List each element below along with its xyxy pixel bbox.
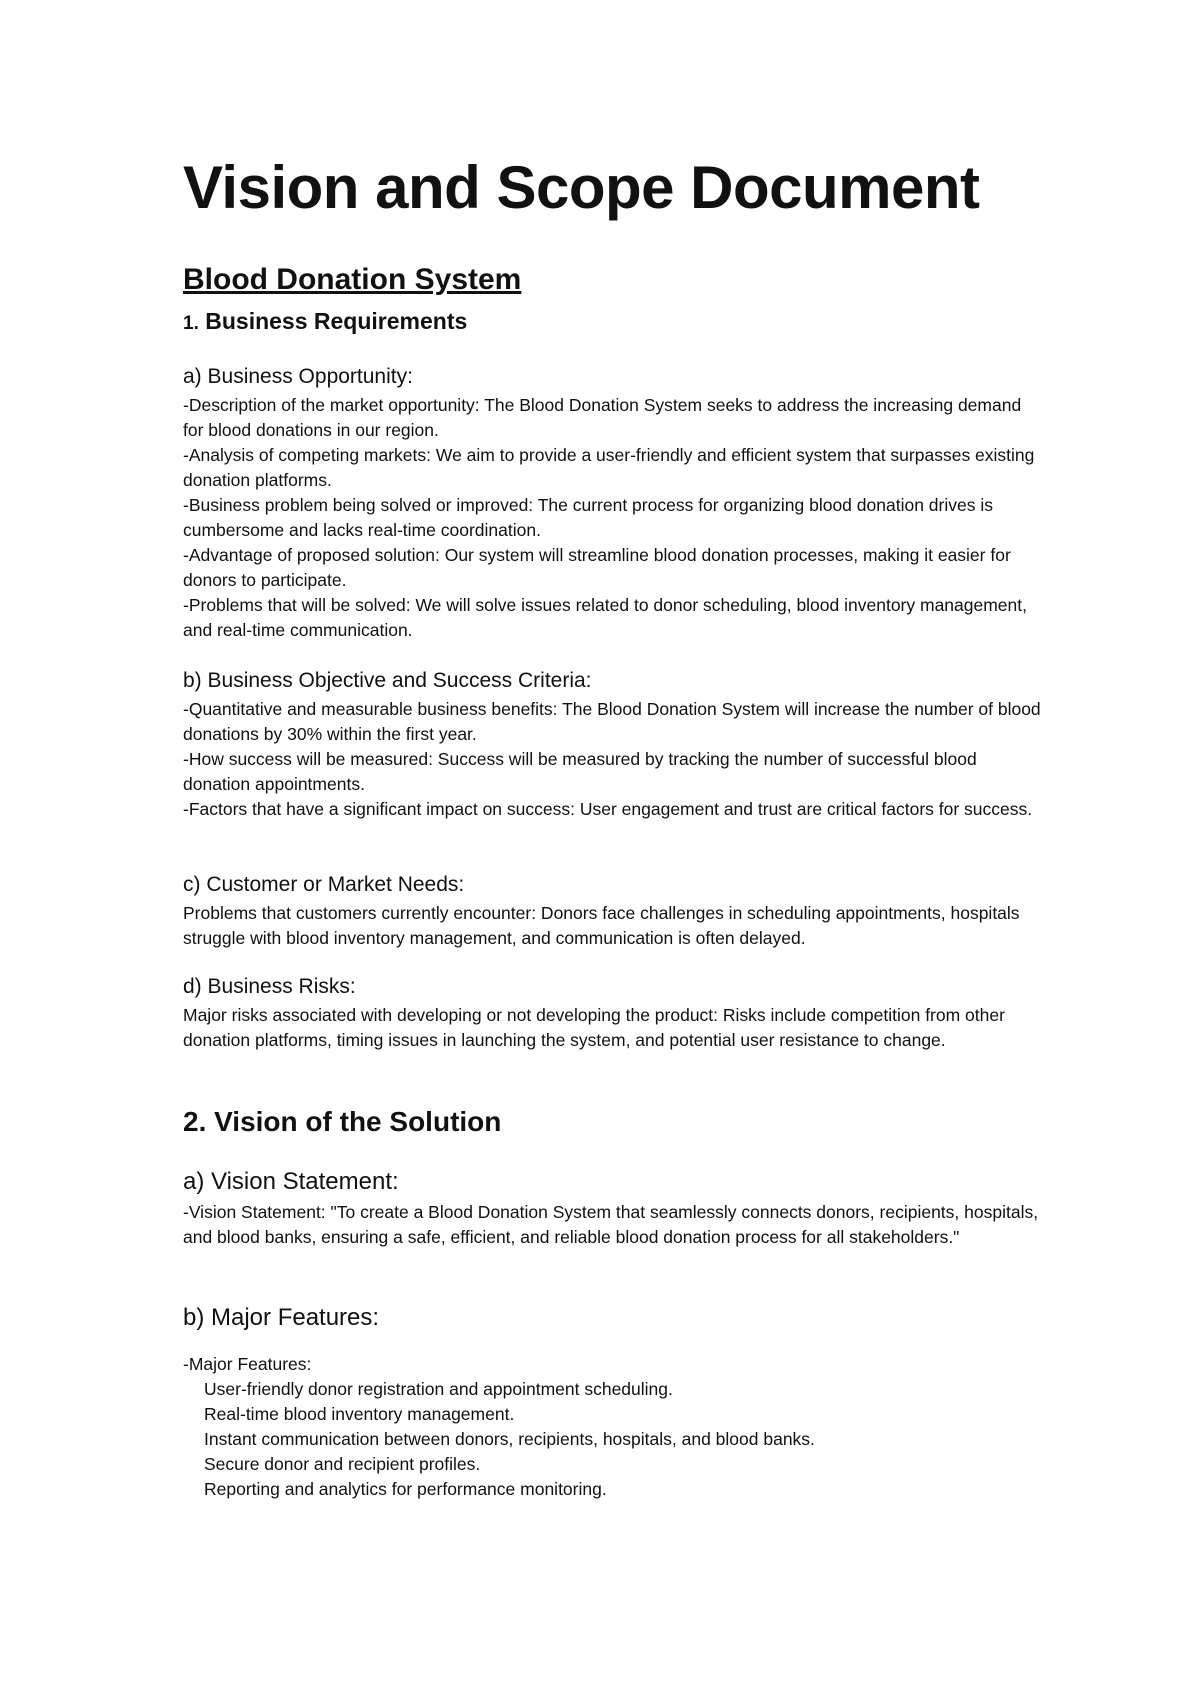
list-item: Instant communication between donors, recipients, hospitals, and blood banks.: [204, 1429, 815, 1449]
section-1-number: 1.: [183, 313, 199, 334]
section-2-heading: 2. Vision of the Solution: [183, 1106, 502, 1137]
vision-statement-section: [183, 1166, 1043, 1250]
objective-line: -How success will be measured: Success will be measured by tracking the number of successful blood donation appointments.: [183, 749, 977, 794]
major-features-section: [183, 1302, 1043, 1502]
opportunity-line: -Advantage of proposed solution: Our system will streamline blood donation processes, making it easier for donors to participate.: [183, 545, 1011, 590]
business-opportunity-heading: a) Business Opportunity:: [183, 365, 413, 388]
business-objective-heading: b) Business Objective and Success Criteria:: [183, 669, 592, 692]
opportunity-line: -Problems that will be solved: We will solve issues related to donor scheduling, blood inventory management, and real-time communication.: [183, 595, 1027, 640]
objective-line: -Factors that have a significant impact on success: User engagement and trust are critical factors for success.: [183, 799, 1033, 819]
customer-needs-heading: c) Customer or Market Needs:: [183, 873, 465, 896]
section-1-title: Business Requirements: [205, 308, 468, 334]
document-subtitle: Blood Donation System: [183, 263, 522, 296]
list-item: Secure donor and recipient profiles.: [204, 1454, 481, 1474]
list-item: User-friendly donor registration and appointment scheduling.: [204, 1379, 673, 1399]
major-features-heading: b) Major Features:: [183, 1304, 380, 1331]
list-item: Reporting and analytics for performance monitoring.: [204, 1479, 607, 1499]
customer-needs-text: Problems that customers currently encounter: Donors face challenges in scheduling appointments, hospitals struggle with blood inventory management, and communication is often delayed.: [183, 903, 1020, 948]
opportunity-line: -Business problem being solved or improved: The current process for organizing blood donation drives is cumbersome and lacks real-time coordination.: [183, 495, 993, 540]
section-1-heading: [183, 306, 467, 339]
vision-statement-heading: a) Vision Statement:: [183, 1168, 399, 1195]
document-title: Vision and Scope Document: [183, 154, 980, 221]
major-features-intro: -Major Features:: [183, 1354, 312, 1374]
vision-statement-text: -Vision Statement: "To create a Blood Donation System that seamlessly connects donors, recipients, hospitals, and blood banks, ensuring a safe, efficient, and reliable blood donation process for all stakeholders.": [183, 1202, 1039, 1247]
opportunity-line: -Analysis of competing markets: We aim to provide a user-friendly and efficient system that surpasses existing donation platforms.: [183, 445, 1035, 490]
feature-list: [183, 1377, 1043, 1502]
business-risks-heading: d) Business Risks:: [183, 975, 356, 998]
objective-line: -Quantitative and measurable business benefits: The Blood Donation System will increase the number of blood donations by 30% within the first year.: [183, 699, 1041, 744]
opportunity-line: -Description of the market opportunity: The Blood Donation System seeks to address the increasing demand for blood donations in our region.: [183, 395, 1022, 440]
business-opportunity-section: [183, 363, 1043, 643]
business-risks-section: [183, 973, 1043, 1053]
list-item: Real-time blood inventory management.: [204, 1404, 515, 1424]
business-risks-text: Major risks associated with developing or not developing the product: Risks include competition from other donation platforms, timing issues in launching the system, and potential user resistance to change.: [183, 1005, 1005, 1050]
customer-needs-section: [183, 871, 1043, 951]
business-objective-section: [183, 667, 1043, 822]
